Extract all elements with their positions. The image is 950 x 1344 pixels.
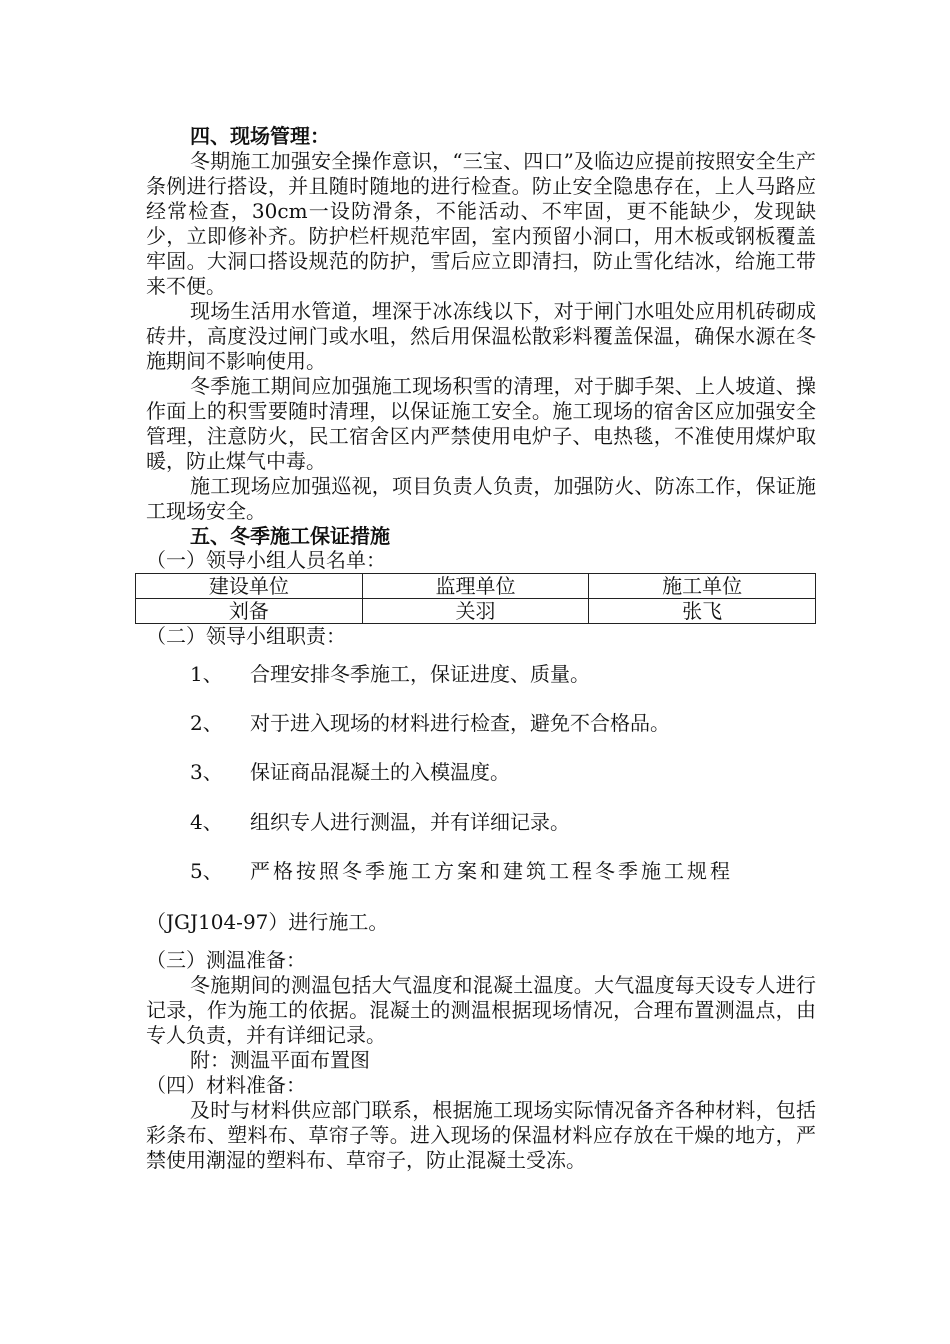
sub1-heading: （一）领导小组人员名单： (146, 548, 386, 572)
section4-paragraph-1: 冬期施工加强安全操作意识，“三宝、四口”及临边应提前按照安全生产条例进行搭设，并且随时随地的进行检查。防止安全隐患存在，上人马路应经常检查，30cm一设防滑条，不能活动、不牢固，更不能缺少，发现缺少，立即修补齐。防护栏杆规范牢固，室内预留小洞口，用木板或钢板覆盖牢固。大洞口搭设规范的防护，雪后应立即清扫，防止雪化结冰，给施工带来不便。 (146, 149, 816, 298)
list-item-text: 保证商品混凝土的入模温度。 (250, 760, 510, 784)
table-header-cell: 建设单位 (136, 574, 363, 599)
list-item-text: 合理安排冬季施工，保证进度、质量。 (250, 662, 590, 686)
leader-table (135, 573, 816, 624)
attachment-note: 附：测温平面布置图 (190, 1048, 370, 1072)
section4-heading: 四、现场管理： (190, 124, 330, 148)
table-header-row (136, 574, 816, 599)
list-item-number: 4、 (190, 810, 223, 834)
table-cell: 关羽 (362, 599, 589, 624)
list-item-number: 5、 (190, 859, 223, 883)
sub2-heading: （二）领导小组职责： (146, 624, 346, 648)
list-item-text: 组织专人进行测温，并有详细记录。 (250, 810, 570, 834)
table-header-cell: 监理单位 (362, 574, 589, 599)
sub4-heading: （四）材料准备： (146, 1073, 306, 1097)
table-header-cell: 施工单位 (589, 574, 816, 599)
list-item-continuation: （JGJ104-97）进行施工。 (146, 910, 389, 934)
sub4-paragraph: 及时与材料供应部门联系，根据施工现场实际情况备齐各种材料，包括彩条布、塑料布、草帘子等。进入现场的保温材料应存放在干燥的地方，严禁使用潮湿的塑料布、草帘子，防止混凝土受冻。 (146, 1098, 816, 1172)
table-row (136, 599, 816, 624)
list-item-text: 对于进入现场的材料进行检查，避免不合格品。 (250, 711, 670, 735)
table-cell: 张飞 (589, 599, 816, 624)
sub3-paragraph: 冬施期间的测温包括大气温度和混凝土温度。大气温度每天设专人进行记录，作为施工的依据。混凝土的测温根据现场情况，合理布置测温点，由专人负责，并有详细记录。 (146, 973, 816, 1047)
list-item-number: 2、 (190, 711, 223, 735)
section4-paragraph-2: 现场生活用水管道，埋深于冰冻线以下，对于闸门水咀处应用机砖砌成砖井，高度没过闸门或水咀，然后用保温松散彩料覆盖保温，确保水源在冬施期间不影响使用。 (146, 299, 816, 373)
section4-paragraph-4: 施工现场应加强巡视，项目负责人负责，加强防火、防冻工作，保证施工现场安全。 (146, 474, 816, 523)
list-item-text: 严格按照冬季施工方案和建筑工程冬季施工规程 (250, 859, 733, 883)
section4-paragraph-3: 冬季施工期间应加强施工现场积雪的清理，对于脚手架、上人坡道、操作面上的积雪要随时清理，以保证施工安全。施工现场的宿舍区应加强安全管理，注意防火，民工宿舍区内严禁使用电炉子、电热毯，不准使用煤炉取暖，防止煤气中毒。 (146, 374, 816, 473)
table-cell: 刘备 (136, 599, 363, 624)
section5-heading: 五、冬季施工保证措施 (190, 524, 390, 548)
list-item-number: 3、 (190, 760, 223, 784)
sub3-heading: （三）测温准备： (146, 948, 306, 972)
list-item-number: 1、 (190, 662, 223, 686)
